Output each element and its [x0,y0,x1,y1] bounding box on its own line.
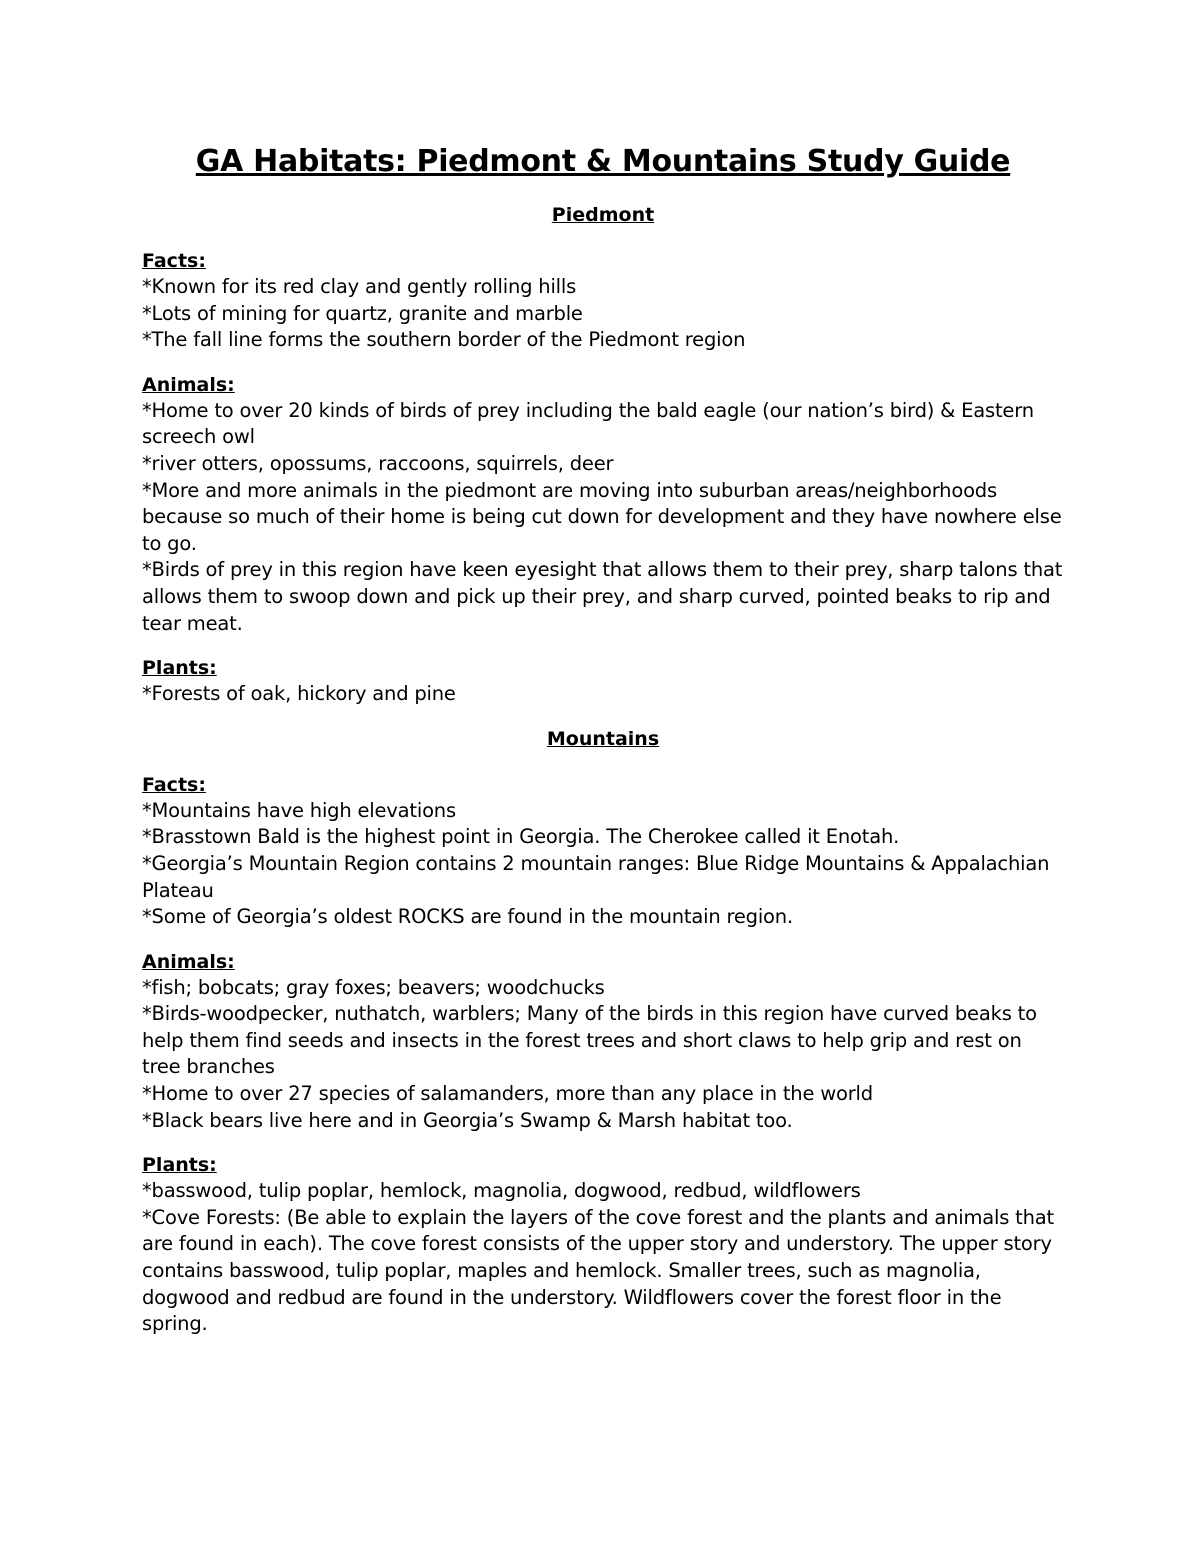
region-piedmont [142,202,1064,708]
animal-list [142,398,1064,637]
list-item: *The fall line forms the southern border of the Piedmont region [142,328,746,352]
list-item: *Brasstown Bald is the highest point in Georgia. The Cherokee called it Enotah. [142,825,900,849]
fact-list [142,798,1064,931]
list-item: *Forests of oak, hickory and pine [142,682,456,706]
list-item: *Black bears live here and in Georgia’s Swamp & Marsh habitat too. [142,1108,793,1132]
list-item: *Known for its red clay and gently rolling hills [142,275,577,298]
section-heading: Plants: [142,1154,217,1177]
list-item: *Georgia’s Mountain Region contains 2 mountain ranges: Blue Ridge Mountains & Appalachian Plateau [142,851,1050,902]
fact-list [142,274,1064,354]
section-heading: Animals: [142,950,235,973]
list-item: *basswood, tulip poplar, hemlock, magnolia, dogwood, redbud, wildflowers [142,1179,861,1203]
plant-list [142,1178,1064,1338]
document-title: GA Habitats: Piedmont & Mountains Study Guide [195,144,1011,179]
list-item: *Some of Georgia’s oldest ROCKS are found in the mountain region. [142,905,793,929]
list-item: *Mountains have high elevations [142,798,456,822]
list-item: *Lots of mining for quartz, granite and marble [142,301,583,325]
list-item: *Home to over 27 species of salamanders, more than any place in the world [142,1082,873,1106]
study-guide-page [142,140,1064,1356]
section-mountains-facts [142,772,1064,931]
section-heading: Animals: [142,373,235,396]
region-heading-mountains: Mountains [546,727,660,750]
section-piedmont-facts [142,248,1064,354]
list-item: *Birds-woodpecker, nuthatch, warblers; Many of the birds in this region have curved beaks to help them find seeds and insects in the forest trees and short claws to help grip and rest on tree branches [142,1002,1037,1079]
list-item: *river otters, opossums, raccoons, squirrels, deer [142,451,614,475]
animal-list [142,975,1064,1135]
list-item: *Birds of prey in this region have keen eyesight that allows them to their prey, sharp talons that allows them to swoop down and pick up their prey, and sharp curved, pointed beaks to rip and tear meat. [142,558,1063,635]
list-item: *fish; bobcats; gray foxes; beavers; woodchucks [142,975,605,999]
section-heading: Facts: [142,773,206,796]
section-mountains-plants [142,1152,1064,1338]
plant-list [142,681,1064,708]
section-piedmont-animals [142,372,1064,637]
list-item: *Cove Forests: (Be able to explain the layers of the cove forest and the plants and animals that are found in each). The cove forest consists of the upper story and understory. The upper story contains basswood, tulip poplar, maples and hemlock. Smaller trees, such as magnolia, dogwood and redbud are found in the understory. Wildflowers cover the forest floor in the spring. [142,1205,1054,1336]
region-mountains [142,726,1064,1338]
section-mountains-animals [142,949,1064,1135]
section-heading: Facts: [142,250,206,272]
list-item: *Home to over 20 kinds of birds of prey including the bald eagle (our nation’s bird) & Eastern screech owl [142,398,1034,449]
section-piedmont-plants [142,655,1064,708]
region-heading-piedmont: Piedmont [551,204,655,226]
list-item: *More and more animals in the piedmont are moving into suburban areas/neighborhoods because so much of their home is being cut down for development and they have nowhere else to go. [142,478,1062,555]
section-heading: Plants: [142,657,217,680]
